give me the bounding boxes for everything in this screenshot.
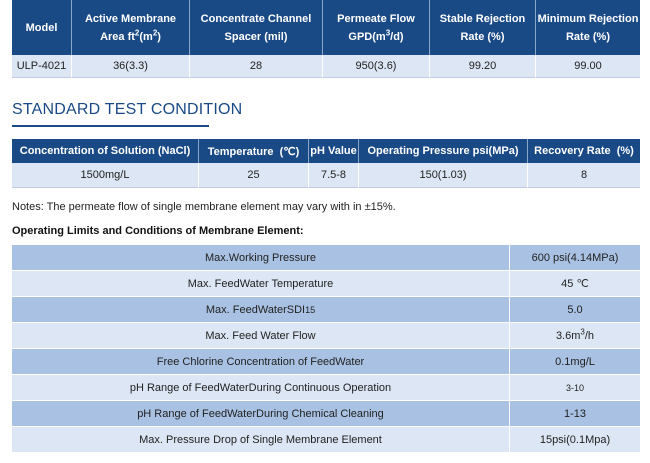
test-cell-pressure: 150(1.03)	[359, 163, 528, 188]
section-title-underline	[12, 125, 209, 127]
limits-row	[12, 349, 640, 375]
standard-test-table	[12, 139, 640, 188]
limits-row	[12, 401, 640, 427]
spec-row	[12, 55, 640, 78]
spec-cell-permeate: 950(3.6)	[323, 55, 430, 78]
test-header-recovery: Recovery Rate (%)	[528, 139, 640, 163]
limits-row	[12, 375, 640, 401]
limits-title: Operating Limits and Conditions of Membrane Element:	[12, 225, 304, 237]
spec-header-permeate: Permeate Flow $GPD(m^3/d)$	[323, 0, 430, 55]
limits-label: Max. FeedWater Temperature	[12, 271, 510, 297]
limits-row	[12, 323, 640, 349]
limits-value: 5.0	[510, 297, 640, 323]
test-header-ph: pH Value	[309, 139, 359, 163]
limits-label: Max. Feed Water Flow	[12, 323, 510, 349]
limits-label: pH Range of FeedWaterDuring Chemical Cleaning	[12, 401, 510, 427]
test-header-pressure: Operating Pressure psi(MPa)	[359, 139, 528, 163]
limits-value: 1-13	[510, 401, 640, 427]
test-row	[12, 163, 640, 188]
spec-header-model: Model	[12, 0, 72, 55]
limits-value: 600 psi(4.14MPa)	[510, 245, 640, 271]
test-header-temperature: Temperature (℃)	[199, 139, 309, 163]
limits-row	[12, 271, 640, 297]
spec-cell-spacer: 28	[190, 55, 323, 78]
spec-header-min-rejection: Minimum Rejection Rate (%)	[536, 0, 640, 55]
limits-value: $3.6m^3/h$	[510, 323, 640, 349]
spec-cell-area: 36(3.3)	[72, 55, 190, 78]
test-cell-ph: 7.5-8	[309, 163, 359, 188]
spec-header-stable-rejection: Stable Rejection Rate (%)	[430, 0, 536, 55]
limits-label: Max. FeedWaterSDI15	[12, 297, 510, 323]
limits-value: 15psi(0.1Mpa)	[510, 427, 640, 453]
limits-label: pH Range of FeedWaterDuring Continuous Operation	[12, 375, 510, 401]
limits-value: 3-10	[510, 375, 640, 401]
test-cell-temperature: 25	[199, 163, 309, 188]
membrane-spec-table	[12, 0, 640, 78]
section-title-standard-test: STANDARD TEST CONDITION	[12, 101, 243, 118]
notes-text: Notes: The permeate flow of single membrane element may vary with in ±15%.	[12, 201, 396, 213]
spec-header-area: Active Membrane Area $ft^2(m^2)$	[72, 0, 190, 55]
test-cell-concentration: 1500mg/L	[12, 163, 199, 188]
test-cell-recovery: 8	[528, 163, 640, 188]
operating-limits-table	[12, 245, 640, 453]
limits-label: Free Chlorine Concentration of FeedWater	[12, 349, 510, 375]
spec-cell-model: ULP-4021	[12, 55, 72, 78]
limits-label: Max.Working Pressure	[12, 245, 510, 271]
spec-header-row	[12, 0, 640, 55]
limits-value: 45 ℃	[510, 271, 640, 297]
spec-cell-min-rejection: 99.00	[536, 55, 640, 78]
limits-row	[12, 427, 640, 453]
limits-row	[12, 297, 640, 323]
spec-header-spacer: Concentrate Channel Spacer (mil)	[190, 0, 323, 55]
limits-value: 0.1mg/L	[510, 349, 640, 375]
limits-row	[12, 245, 640, 271]
test-header-row	[12, 139, 640, 163]
spec-cell-stable-rejection: 99.20	[430, 55, 536, 78]
test-header-concentration: Concentration of Solution (NaCl)	[12, 139, 199, 163]
limits-label: Max. Pressure Drop of Single Membrane Element	[12, 427, 510, 453]
